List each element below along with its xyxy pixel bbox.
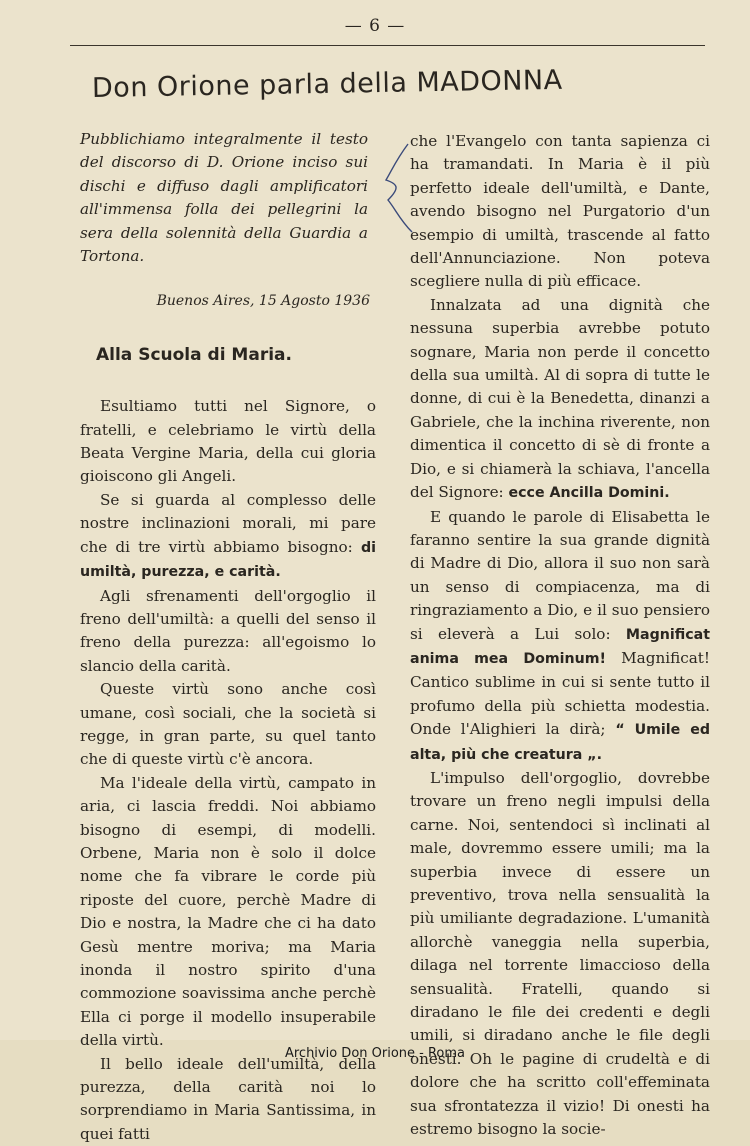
- paragraph: Queste virtù sono anche così umane, così sociali, che la società si regge, in gran parte, su quel tanto che di queste virtù c'è ancora.: [80, 680, 376, 769]
- page-number: — 6 —: [344, 16, 406, 36]
- paragraph: [80, 489, 376, 585]
- paragraph: che l'Evangelo con tanta sapienza ci ha tramandati. In Maria è il più perfetto ideale dell'umiltà, e Dante, avendo bisogno nel Purgatorio d'un esempio di umiltà, trascende al fatto dell'Annunciazione. Non poteva scegliere nulla di più efficace.: [410, 132, 710, 291]
- paragraph: Agli sfrenamenti dell'orgoglio il freno dell'umiltà: a quelli del senso il freno della purezza: all'egoismo lo slancio della carità.: [80, 586, 376, 675]
- paragraph: [410, 294, 710, 506]
- bold-phrase: “ Umile ed alta, più che creatura „.: [410, 722, 710, 763]
- intro-note: Pubblichiamo integralmente il testo del discorso di D. Orione inciso sui dischi e diffuso dagli amplificatori all'immensa folla dei pellegrini la sera della solennità della Guardia a Tortona.: [80, 130, 368, 266]
- bold-phrase: di umiltà, purezza, e carità.: [80, 539, 376, 581]
- dateline: Buenos Aires, 15 Agosto 1936: [156, 293, 370, 310]
- paragraph: Esultiamo tutti nel Signore, o fratelli, e celebriamo le virtù della Beata Vergine Maria, della cui gloria gioiscono gli Angeli.: [80, 397, 376, 486]
- bold-phrase: ecce Ancilla Domini.: [508, 485, 670, 502]
- section-subheading: Alla Scuola di Maria.: [96, 344, 292, 365]
- article-headline: Don Orione parla della MADONNA: [91, 64, 563, 104]
- paragraph-text: Innalzata ad una dignità che nessuna superbia avrebbe potuto sognare, Maria non perde il concetto della sua umiltà. Al di sopra di tutte le donne, di cui è la Benedetta, dinanzi a Gabriele, che la inchina riverente, non dimentica il concetto di sè di fronte a Dio, e si chiamerà la schiava, l'ancella del Signore:: [410, 295, 710, 502]
- bold-phrase: Magnificat anima mea Dominum!: [410, 626, 710, 667]
- paragraph-text: Se si guarda al complesso delle nostre inclinazioni morali, mi pare che di tre virtù abbiamo bisogno:: [80, 490, 376, 556]
- paragraph: [410, 506, 710, 767]
- paragraph: L'impulso dell'orgoglio, dovrebbe trovare un freno negli impulsi della carne. Noi, sentendoci sì inclinati al male, dovremmo essere umili; ma la superbia invece di essere un preventivo, trova nella sensualità la più umiliante degradazione. L'umanità allorchè vaneggia nella superbia, dilaga nel torrente limaccioso della sensualità. Fratelli, quando si diradano le file dei credenti e degli umili, si diradano anche le file degli onesti. Oh le pagine di crudeltà e di dolore che ha scritto coll'effeminata sua sfrontatezza il vizio! Di onesti ha estremo bisogno la socie-: [410, 768, 710, 1139]
- right-column: [410, 130, 710, 1141]
- left-column: [80, 128, 376, 1146]
- paragraph-text: E quando le parole di Elisabetta le faranno sentire la sua grande dignità di Madre di Dio, allora il suo non sarà un senso di compiacenza, ma di ringraziamento a Dio, e il suo pensiero si eleverà a Lui solo:: [410, 507, 710, 643]
- paragraph: Ma l'ideale della virtù, campato in aria, ci lascia freddi. Noi abbiamo bisogno di esempi, di modelli. Orbene, Maria non è solo il dolce nome che fa vibrare le corde più riposte del cuore, perchè Madre di Dio e nostra, la Madre che ci ha dato Gesù mentre moriva; ma Maria inonda il nostro spirito d'una commozione soavissima anche perchè Ella ci porge il modello insuperabile della virtù.: [80, 773, 376, 1050]
- header-rule: [70, 45, 705, 46]
- paragraph-text: Magnificat! Cantico sublime in cui si sente tutto il profumo della più schietta modestia. Onde l'Alighieri la dirà;: [410, 648, 710, 739]
- paragraph: Il bello ideale dell'umiltà, della purezza, della carità noi lo sorprendiamo in Maria Santissima, in quei fatti: [80, 1054, 376, 1143]
- archive-footer: Archivio Don Orione - Roma: [284, 1046, 466, 1061]
